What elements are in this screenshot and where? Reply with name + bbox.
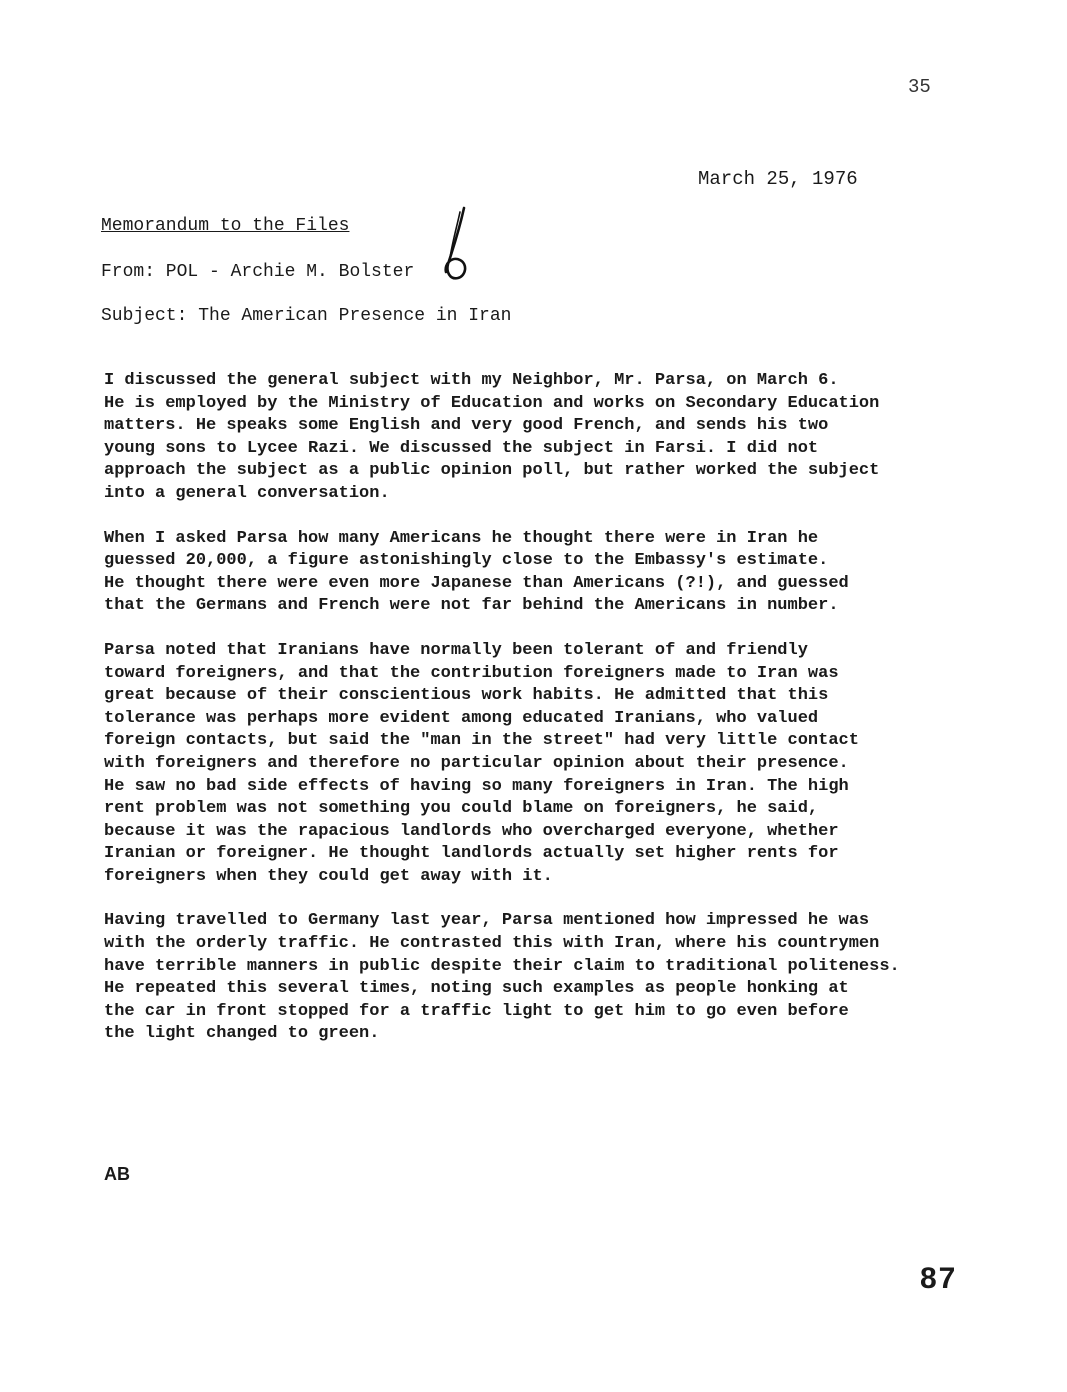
memo-line: rent problem was not something you could blame on foreigners, he said, <box>104 799 819 819</box>
author-initials: AB <box>104 1164 130 1184</box>
memo-line: foreigners when they could get away with it. <box>104 866 553 886</box>
memo-line: Parsa noted that Iranians have normally been tolerant of and friendly <box>104 640 808 660</box>
memo-line: He saw no bad side effects of having so many foreigners in Iran. The high <box>104 776 849 796</box>
memo-line: great because of their conscientious work habits. He admitted that this <box>104 686 829 706</box>
memo-body <box>104 370 984 1068</box>
memo-line: He repeated this several times, noting such examples as people honking at <box>104 979 849 999</box>
memo-paragraph <box>104 640 984 889</box>
memo-line: Having travelled to Germany last year, Parsa mentioned how impressed he was <box>104 911 870 931</box>
memo-line: approach the subject as a public opinion poll, but rather worked the subject <box>104 461 880 481</box>
memo-paragraph <box>104 910 984 1046</box>
memo-line: with the orderly traffic. He contrasted this with Iran, where his countrymen <box>104 934 880 954</box>
memo-line: because it was the rapacious landlords who overcharged everyone, whether <box>104 821 839 841</box>
memo-line: He thought there were even more Japanese than Americans (?!), and guessed <box>104 573 849 593</box>
memo-line: matters. He speaks some English and very good French, and sends his two <box>104 416 829 436</box>
memo-line: Iranian or foreigner. He thought landlords actually set higher rents for <box>104 844 839 864</box>
memo-line: with foreigners and therefore no particular opinion about their presence. <box>104 753 849 773</box>
memo-line: toward foreigners, and that the contribution foreigners made to Iran was <box>104 663 839 683</box>
memo-line: guessed 20,000, a figure astonishingly close to the Embassy's estimate. <box>104 551 829 571</box>
memo-line: the light changed to green. <box>104 1024 380 1044</box>
memo-from-line: From: POL - Archie M. Bolster <box>101 262 415 282</box>
memo-line: into a general conversation. <box>104 483 390 503</box>
memo-date: March 25, 1976 <box>698 168 858 190</box>
page-number: 87 <box>920 1262 958 1295</box>
memo-heading: Memorandum to the Files <box>101 216 350 236</box>
memo-line: that the Germans and French were not far behind the Americans in number. <box>104 596 839 616</box>
memo-subject-line: Subject: The American Presence in Iran <box>101 306 512 326</box>
memo-line: the car in front stopped for a traffic light to get him to go even before <box>104 1001 849 1021</box>
memo-line: have terrible manners in public despite their claim to traditional politeness. <box>104 956 900 976</box>
memo-line: tolerance was perhaps more evident among educated Iranians, who valued <box>104 708 819 728</box>
memo-line: He is employed by the Ministry of Education and works on Secondary Education <box>104 393 880 413</box>
corner-mark: 35 <box>908 76 931 98</box>
memo-paragraph <box>104 370 984 506</box>
memo-line: young sons to Lycee Razi. We discussed the subject in Farsi. I did not <box>104 438 819 458</box>
handwritten-initials-signature <box>430 206 474 284</box>
memo-line: foreign contacts, but said the "man in the street" had very little contact <box>104 731 859 751</box>
memo-line: I discussed the general subject with my Neighbor, Mr. Parsa, on March 6. <box>104 371 839 390</box>
memo-line: When I asked Parsa how many Americans he thought there were in Iran he <box>104 528 819 548</box>
memo-paragraph <box>104 528 984 618</box>
